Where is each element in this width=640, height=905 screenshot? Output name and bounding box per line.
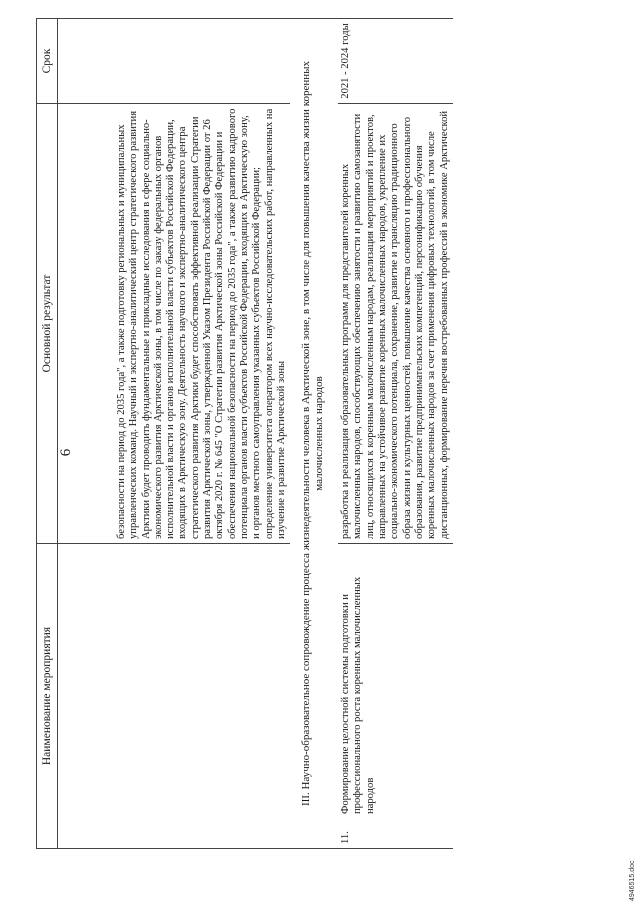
term-cell: 2021 - 2024 годы [338,19,453,104]
header-term: Срок [37,19,58,104]
table-header-row [37,19,58,849]
row-number: 11. [340,831,352,844]
section-heading-row [290,19,338,849]
section-heading: III. Научно-образовательное сопровождение процесса жизнедеятельности человека в Арктической зоне, в том числе для повышения качества жизни коренных малочисленных народов [290,19,338,849]
table-row-continued [58,19,291,849]
activity-name: Формирование целостной системы подготовки и профессионального роста коренных малочисленных народов [340,576,376,814]
page-number: 6 [58,448,74,457]
continued-result-cell [58,104,291,544]
continued-name-cell [58,544,291,849]
main-result-text: разработка и реализация образовательных программ для представителей коренных малочисленных народов, способствующих обеспечению занятости и развитию самозанятости лиц, относящихся к коренным малочисленным народам, реализация мероприятий и проектов, направленных на устойчивое развитие коренных малочисленных народов, укрепление их социально-экономического потенциала, сохранение, развитие и трансляцию традиционного образа жизни и культурных ценностей, повышение качества основного и профессионального образования, развитие предпринимательских компетенций, персонификацию обучения коренных малочисленных народов за счет применения цифровых технологий, в том числе дистанционных, формирование перечня востребованных профессий в экономике Арктической [340,110,450,539]
header-main-result: Основной результат [37,104,58,544]
activities-table [36,18,453,849]
main-result-cell [338,104,453,544]
document-code: 4946515.doc [629,860,636,901]
table-row [338,19,453,849]
header-activity-name: Наименование мероприятия [37,544,58,849]
continued-result-text: безопасности на период до 2035 года", а также подготовку региональных и муниципальных управленческих команд. Научный и экспертно-аналитический центр стратегического развития Арктики будет проводить фундаментальные и прикладные исследования в сфере социально-экономического развития Арктической зоны, в том числе по заказу федеральных органов исполнительной власти и органов исполнительной власти субъектов Российской Федерации, входящих в Арктическую зону. Деятельность научного и экспертно-аналитического центра стратегического развития Арктики будет способствовать эффективной реализации Стратегии развития Арктической зоны, утвержденной Указом Президента Российской Федерации от 26 октября 2020 г. № 645 "О Стратегии развития Арктической зоны Российской Федерации и обеспечения национальной безопасности на период до 2035 года", а также развитию кадрового потенциала органов власти субъектов Российской Федерации, входящих в Арктическую зону, и органов местного самоуправления указанных субъектов Российской Федерации; определение университета оператором всех научно-исследовательских работ, направленных на изучение и развитие Арктической зоны [116,108,287,539]
continued-term-cell [58,19,291,104]
activity-name-cell [338,544,453,849]
